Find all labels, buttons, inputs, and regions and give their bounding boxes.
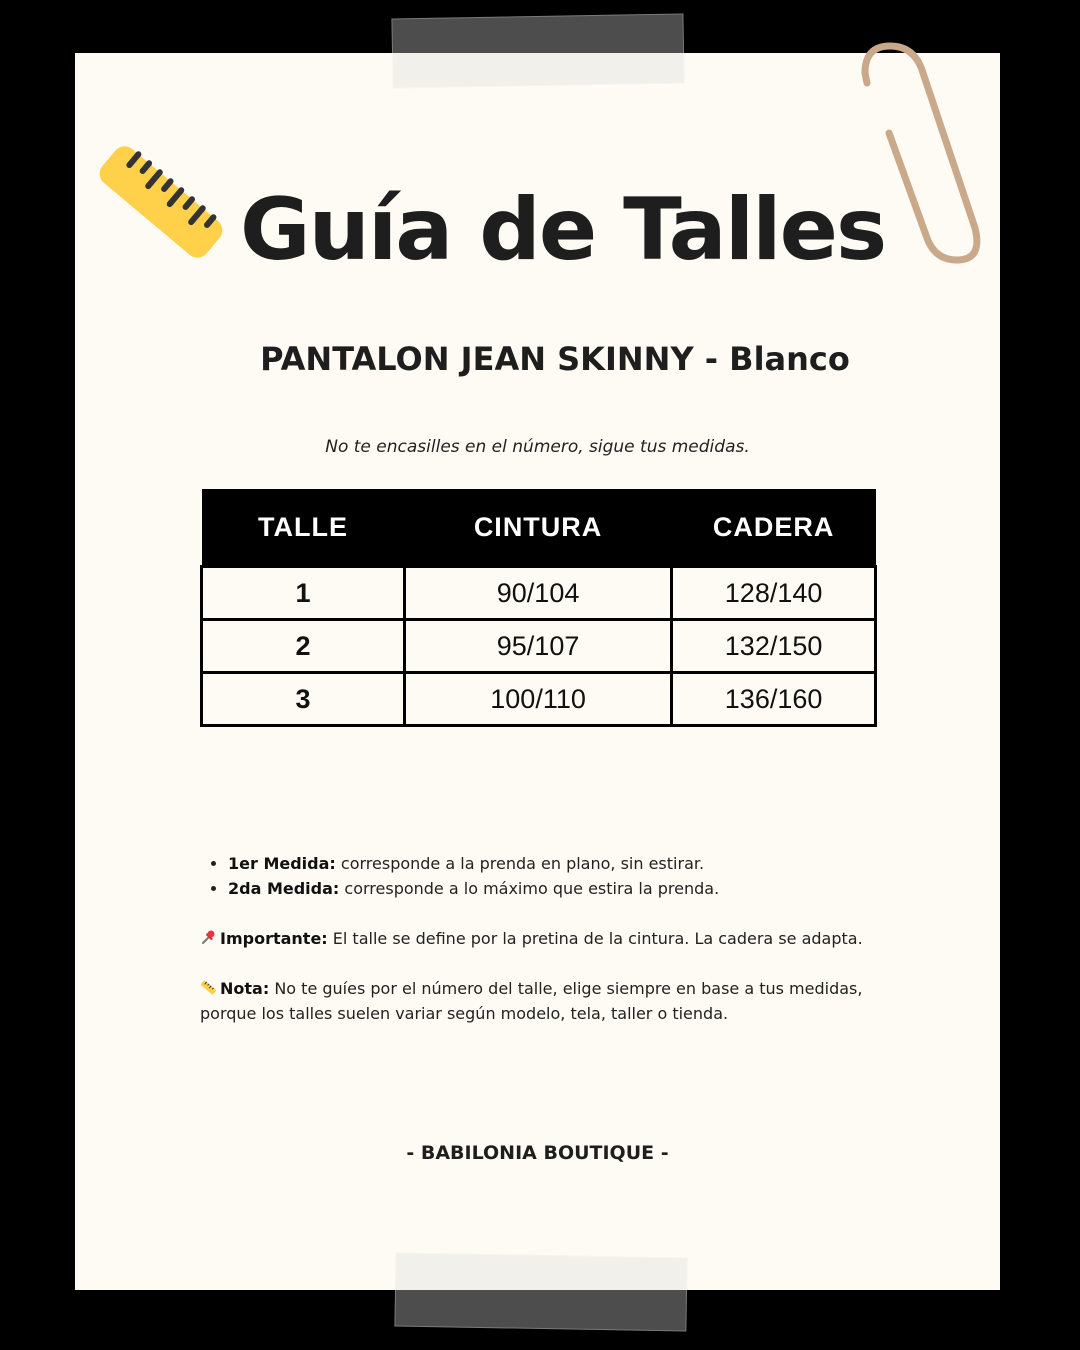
- cell-size: 3: [202, 673, 405, 726]
- general-note: [200, 976, 900, 1026]
- important-note: [200, 926, 900, 951]
- note-label: Nota:: [220, 979, 270, 998]
- scallop-dot: [898, 1290, 924, 1303]
- bottom-tape: [394, 1252, 687, 1331]
- cell-waist: 100/110: [404, 673, 671, 726]
- scallop-dot: [247, 40, 273, 53]
- scallop-dot: [219, 40, 245, 53]
- scallop-dot: [841, 1290, 867, 1303]
- list-item: [228, 851, 900, 876]
- page-title: Guía de Talles: [240, 180, 886, 280]
- tagline: No te encasilles en el número, sigue tus medidas.: [325, 437, 750, 457]
- cell-hip: 132/150: [672, 620, 876, 673]
- scallop-dot: [303, 40, 329, 53]
- scallop-dot: [728, 40, 754, 53]
- pushpin-icon: [200, 929, 217, 946]
- scallop-dot: [926, 1290, 952, 1303]
- scallop-dot: [360, 1290, 386, 1303]
- measure-list: [200, 851, 900, 901]
- scallop-dot: [275, 1290, 301, 1303]
- ruler-icon: [98, 140, 224, 264]
- list-item: [228, 876, 900, 901]
- scallop-dot: [785, 1290, 811, 1303]
- cell-hip: 128/140: [672, 567, 876, 620]
- scallop-dot: [190, 1290, 216, 1303]
- scallop-dot: [247, 1290, 273, 1303]
- cell-size: 1: [202, 567, 405, 620]
- table-row: [202, 620, 876, 673]
- scallop-dot: [983, 1290, 1000, 1303]
- scallop-dot: [728, 1290, 754, 1303]
- scallop-dot: [700, 1290, 726, 1303]
- table-row: [202, 673, 876, 726]
- scallop-dot: [77, 1290, 103, 1303]
- scallop-dot: [700, 40, 726, 53]
- notes-section: [200, 851, 900, 1026]
- bullet-label: 2da Medida:: [228, 879, 340, 898]
- cell-waist: 90/104: [404, 567, 671, 620]
- important-text: El talle se define por la pretina de la cintura. La cadera se adapta.: [327, 929, 863, 948]
- scallop-dot: [756, 40, 782, 53]
- note-text: No te guíes por el número del talle, elige siempre en base a tus medidas, porque los talles suelen variar según modelo, tela, taller o tienda.: [200, 979, 863, 1023]
- bullet-text: corresponde a la prenda en plano, sin estirar.: [335, 854, 705, 873]
- scallop-dot: [162, 1290, 188, 1303]
- top-tape: [391, 13, 684, 88]
- scallop-dot: [813, 40, 839, 53]
- scallop-dot: [77, 40, 103, 53]
- table-header-row: [202, 489, 876, 567]
- header-talle: TALLE: [202, 489, 405, 567]
- scallop-dot: [756, 1290, 782, 1303]
- scallop-dot: [190, 40, 216, 53]
- bullet-text: corresponde a lo máximo que estira la prenda.: [339, 879, 720, 898]
- scallop-dot: [162, 40, 188, 53]
- scallop-dot: [332, 40, 358, 53]
- scallop-dot: [869, 1290, 895, 1303]
- ruler-small-icon: [200, 979, 217, 996]
- scallop-dot: [360, 40, 386, 53]
- product-name: PANTALON JEAN SKINNY - Blanco: [260, 340, 850, 378]
- cell-waist: 95/107: [404, 620, 671, 673]
- header-cadera: CADERA: [672, 489, 876, 567]
- important-label: Importante:: [220, 929, 328, 948]
- scallop-dot: [275, 40, 301, 53]
- cell-hip: 136/160: [672, 673, 876, 726]
- scallop-dot: [134, 1290, 160, 1303]
- bullet-label: 1er Medida:: [228, 854, 336, 873]
- scallop-dot: [332, 1290, 358, 1303]
- scallop-dot: [105, 40, 131, 53]
- header-cintura: CINTURA: [404, 489, 671, 567]
- scallop-dot: [983, 40, 1000, 53]
- cell-size: 2: [202, 620, 405, 673]
- scallop-dot: [219, 1290, 245, 1303]
- scallop-dot: [813, 1290, 839, 1303]
- scallop-dot: [785, 40, 811, 53]
- table-row: [202, 567, 876, 620]
- brand-footer: - BABILONIA BOUTIQUE -: [406, 1142, 669, 1164]
- scallop-dot: [105, 1290, 131, 1303]
- scallop-dot: [303, 1290, 329, 1303]
- size-table: [200, 489, 877, 727]
- scallop-dot: [954, 1290, 980, 1303]
- scallop-dot: [134, 40, 160, 53]
